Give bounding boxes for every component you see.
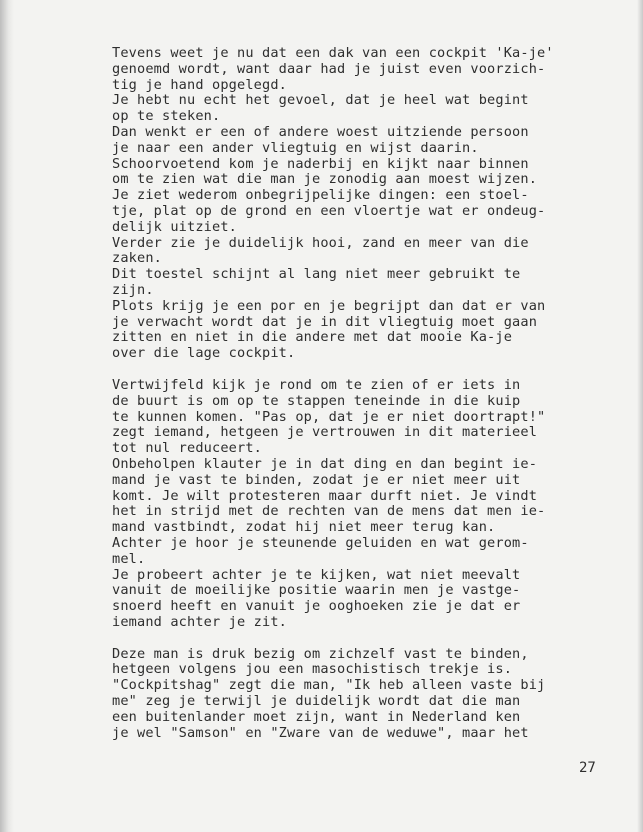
text-line: vanuit de moeilijke positie waarin men je vastge- xyxy=(112,582,521,599)
text-line: snoerd heeft en vanuit je ooghoeken zie je dat er xyxy=(112,598,521,615)
text-line: iemand achter je zit. xyxy=(112,613,288,630)
text-line: Dan wenkt er een of andere woest uitziende persoon xyxy=(112,123,529,140)
text-line: je verwacht wordt dat je in dit vliegtuig moet gaan xyxy=(112,313,538,330)
text-line: tig je hand opgelegd. xyxy=(112,76,288,93)
text-line: om te zien wat die man je zonodig aan moest wijzen. xyxy=(112,171,538,188)
text-line: me" zeg je terwijl je duidelijk wordt dat die man xyxy=(112,693,521,710)
text-line: de buurt is om op te stappen teneinde in die kuip xyxy=(112,392,521,409)
text-line: Onbeholpen klauter je in dat ding en dan begint ie- xyxy=(112,455,538,472)
text-line: mel. xyxy=(112,550,146,567)
text-line: je naar een ander vliegtuig en wijst daarin. xyxy=(112,139,479,156)
text-line: te kunnen komen. "Pas op, dat je er niet doortrapt!" xyxy=(112,408,546,425)
text-line: tje, plat op de grond en een vloertje wat er ondeug- xyxy=(112,202,546,219)
text-line: zijn. xyxy=(112,281,154,298)
text-line: komt. Je wilt protesteren maar durft niet. Je vindt xyxy=(112,487,538,504)
text-line: Je probeert achter je te kijken, wat niet meevalt xyxy=(112,566,521,583)
text-line: genoemd wordt, want daar had je juist even voorzich- xyxy=(112,60,546,77)
binding-edge xyxy=(0,0,14,832)
text-line: Dit toestel schijnt al lang niet meer gebruikt te xyxy=(112,266,521,283)
paragraph xyxy=(112,378,617,631)
text-line: zaken. xyxy=(112,250,163,267)
text-line: Je hebt nu echt het gevoel, dat je heel wat begint xyxy=(112,92,529,109)
text-line: Verder zie je duidelijk hooi, zand en meer van die xyxy=(112,234,529,251)
text-line: Vertwijfeld kijk je rond om te zien of er iets in xyxy=(112,376,521,393)
page-right-edge xyxy=(637,0,643,832)
paragraph-gap xyxy=(112,362,617,378)
text-line: Achter je hoor je steunende geluiden en wat gerom- xyxy=(112,534,529,551)
text-line: een buitenlander moet zijn, want in Nederland ken xyxy=(112,708,521,725)
text-line: Plots krijg je een por en je begrijpt dan dat er van xyxy=(112,297,546,314)
text-line: hetgeen volgens jou een masochistisch trekje is. xyxy=(112,661,513,678)
text-line: over die lage cockpit. xyxy=(112,345,296,362)
typewritten-text xyxy=(112,46,617,741)
text-line: zitten en niet in die andere met dat mooie Ka-je xyxy=(112,329,513,346)
text-line: mand vastbindt, zodat hij niet meer terug kan. xyxy=(112,519,496,536)
text-line: zegt iemand, hetgeen je vertrouwen in dit materieel xyxy=(112,424,538,441)
text-line: je wel "Samson" en "Zware van de weduwe", maar het xyxy=(112,724,529,741)
paragraph xyxy=(112,647,617,742)
text-line: Tevens weet je nu dat een dak van een cockpit 'Ka-je' xyxy=(112,45,554,61)
text-line: het in strijd met de rechten van de mens dat men ie- xyxy=(112,503,546,520)
text-line: "Cockpitshag" zegt die man, "Ik heb alleen vaste bij xyxy=(112,677,546,694)
text-line: mand je vast te binden, zodat je er niet meer uit xyxy=(112,471,521,488)
text-line: tot nul reduceert. xyxy=(112,440,263,457)
text-line: op te steken. xyxy=(112,108,221,125)
text-line: Schoorvoetend kom je naderbij en kijkt naar binnen xyxy=(112,155,529,172)
text-line: Je ziet wederom onbegrijpelijke dingen: een stoel- xyxy=(112,187,529,204)
paragraph-gap xyxy=(112,631,617,647)
page-number: 27 xyxy=(579,760,596,776)
text-line: Deze man is druk bezig om zichzelf vast te binden, xyxy=(112,645,529,662)
paragraph xyxy=(112,46,617,362)
text-line: delijk uitziet. xyxy=(112,218,238,235)
